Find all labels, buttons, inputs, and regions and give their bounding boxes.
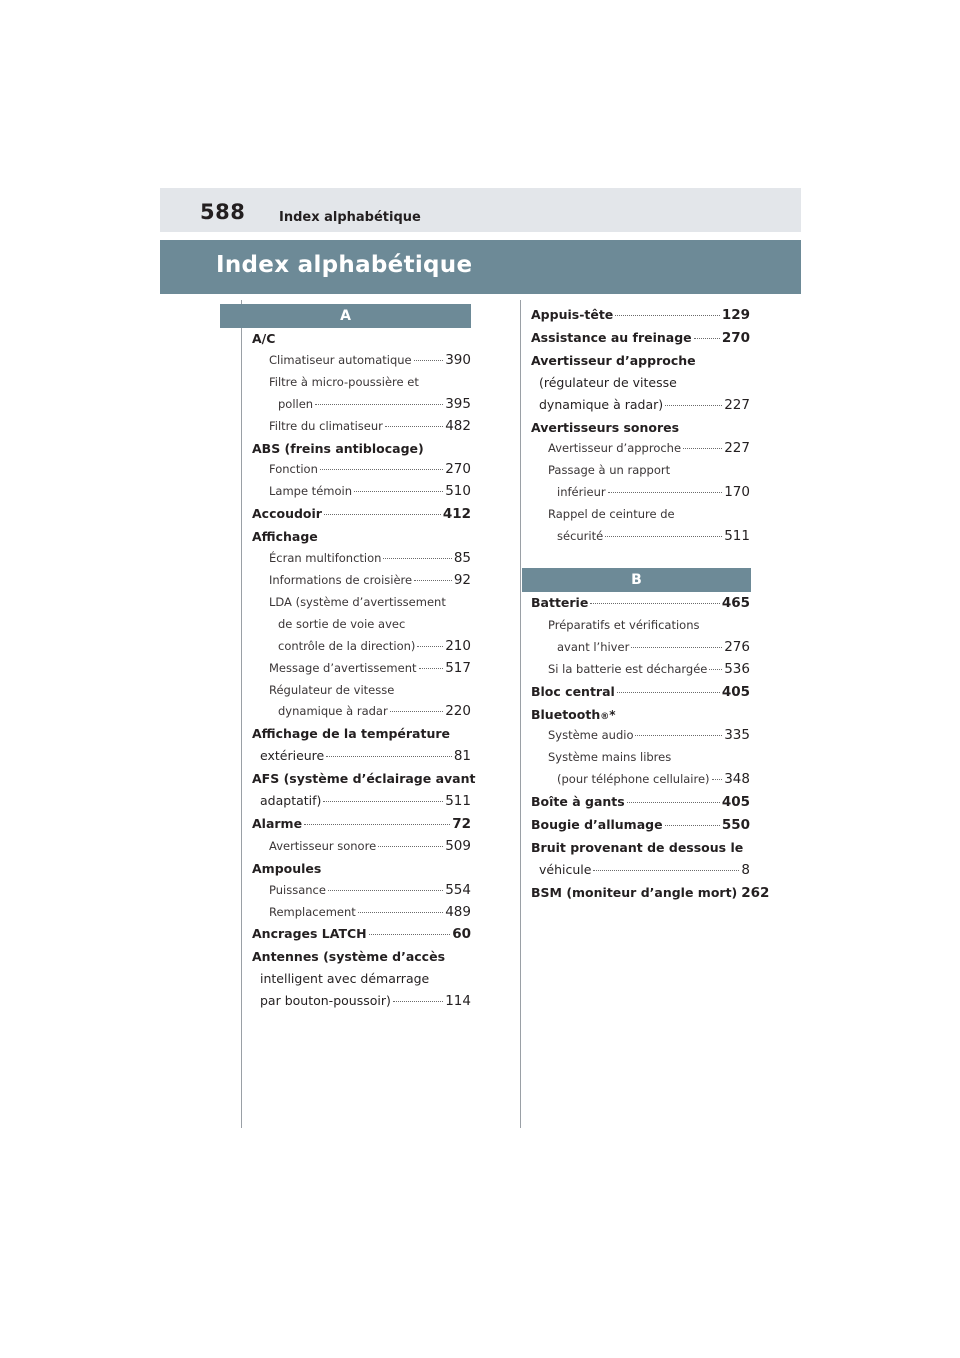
index-entry[interactable] — [252, 481, 471, 503]
entry-term: Lampe témoin — [269, 484, 352, 499]
entry-term: Système mains libres — [548, 750, 672, 765]
dot-leader — [694, 337, 720, 339]
entry-term: de sortie de voie avec — [278, 616, 406, 631]
page-reference-link[interactable]: 72 — [452, 815, 471, 832]
entry-term: avant l’hiver — [557, 639, 630, 654]
index-entry[interactable] — [531, 304, 750, 327]
column-rule-left — [241, 300, 242, 1128]
entry-term: Affichage — [252, 529, 318, 545]
page-reference-link[interactable]: 220 — [445, 703, 471, 720]
index-entry — [252, 768, 476, 790]
entry-term: Appuis-tête — [531, 307, 614, 322]
dot-leader — [320, 468, 443, 470]
index-entry — [531, 350, 750, 372]
page-reference-link[interactable]: 510 — [445, 483, 471, 500]
index-entry: Bluetooth ® * — [531, 704, 750, 726]
entry-term: BSM (moniteur d’angle mort) — [531, 884, 738, 900]
entry-term: dynamique à radar) — [539, 396, 664, 412]
page-reference-link[interactable]: 482 — [445, 417, 471, 434]
dot-leader — [354, 490, 443, 492]
page-reference-link[interactable]: 129 — [721, 307, 750, 323]
entry-term: Système audio — [548, 728, 634, 743]
page-reference-link[interactable]: 405 — [721, 794, 750, 811]
index-entry — [531, 837, 750, 859]
entry-term: A/C — [252, 331, 276, 346]
dot-leader — [328, 889, 443, 891]
index-entry[interactable] — [252, 570, 471, 592]
page-reference-link[interactable]: 348 — [724, 771, 750, 788]
page-reference-link[interactable]: 276 — [724, 638, 750, 655]
dot-leader — [712, 778, 723, 780]
entry-term: Préparatifs et vérifications — [548, 617, 700, 632]
entry-term: sécurité — [557, 529, 604, 544]
page-reference-link[interactable]: 227 — [724, 396, 750, 413]
entry-term: Passage à un rapport — [548, 463, 671, 478]
index-entry[interactable] — [252, 503, 471, 526]
index-entry — [252, 680, 471, 702]
index-entry[interactable] — [252, 394, 471, 416]
entry-term: Affichage de la température — [252, 726, 451, 742]
entry-term: Filtre à micro-poussière et — [269, 374, 419, 389]
index-entry[interactable] — [252, 902, 471, 924]
index-entry — [252, 968, 471, 990]
index-entry — [531, 460, 750, 482]
page-reference-link[interactable]: 554 — [445, 881, 471, 898]
page-reference-link[interactable]: 262 — [741, 884, 770, 901]
dot-leader — [635, 734, 722, 736]
index-column-right — [531, 304, 770, 905]
page-reference-link[interactable]: 270 — [445, 461, 471, 478]
dot-leader — [683, 447, 722, 449]
entry-term: (régulateur de vitesse — [539, 374, 677, 390]
index-entry — [252, 592, 471, 614]
dot-leader — [414, 359, 444, 361]
dot-leader — [315, 403, 443, 405]
entry-term: Remplacement — [269, 904, 356, 919]
entry-term: AFS (système d’éclairage avant — [252, 771, 476, 787]
entry-term: Boîte à gants — [531, 794, 625, 810]
dot-leader — [593, 869, 739, 871]
page-reference-link[interactable]: 92 — [453, 571, 471, 588]
index-entry[interactable] — [531, 681, 750, 704]
index-entry — [531, 504, 750, 526]
entry-term: Avertisseur sonore — [269, 838, 377, 853]
dot-leader — [304, 823, 450, 825]
index-entry[interactable] — [252, 880, 471, 902]
dot-leader — [631, 646, 722, 648]
page-reference-link[interactable]: 395 — [445, 395, 471, 412]
page-reference-link[interactable]: 412 — [442, 506, 471, 523]
entry-term: Message d’avertissement — [269, 660, 417, 675]
dot-leader — [665, 824, 720, 826]
page-reference-link[interactable]: 227 — [724, 440, 750, 457]
index-entry[interactable] — [252, 350, 471, 372]
column-rule-right — [520, 300, 521, 1128]
index-entry[interactable] — [252, 990, 471, 1013]
entry-term: Informations de croisière — [269, 572, 413, 587]
dot-leader — [378, 845, 443, 847]
entry-term: Si la batterie est déchargée — [548, 661, 708, 676]
dot-leader — [393, 1000, 443, 1002]
index-entry — [252, 946, 471, 968]
entry-term: Filtre du climatiseur — [269, 418, 383, 433]
entry-term: contrôle de la direction) — [278, 638, 416, 653]
dot-leader — [419, 667, 444, 669]
entry-term: pollen — [278, 396, 314, 411]
index-entry[interactable] — [252, 923, 471, 946]
page-reference-link[interactable]: 536 — [724, 660, 750, 677]
dot-leader — [414, 579, 452, 581]
index-entry[interactable] — [531, 394, 750, 417]
dot-leader — [709, 668, 722, 670]
index-entry[interactable] — [531, 438, 750, 460]
index-entry — [252, 438, 471, 460]
entry-term: Écran multifonction — [269, 551, 382, 566]
entry-term: Bloc central — [531, 683, 615, 699]
index-column-left — [252, 304, 476, 1013]
index-entry[interactable] — [531, 327, 750, 350]
entry-term: véhicule — [539, 861, 592, 877]
page-reference-link[interactable]: 114 — [445, 993, 471, 1010]
index-entry — [252, 526, 471, 548]
dot-leader — [390, 710, 444, 712]
entry-term: Alarme — [252, 815, 303, 831]
index-entry[interactable] — [531, 791, 750, 814]
index-entry — [531, 372, 750, 394]
dot-leader — [358, 911, 443, 913]
index-entry[interactable] — [531, 659, 750, 681]
dot-leader — [385, 425, 443, 427]
entry-term: adaptatif) — [260, 793, 322, 809]
index-entry[interactable] — [531, 769, 750, 791]
index-entry — [252, 723, 471, 745]
dot-leader — [627, 801, 720, 803]
page-reference-link[interactable]: 335 — [724, 727, 750, 744]
index-entry — [252, 858, 471, 880]
page-reference-link[interactable]: 509 — [445, 837, 471, 854]
index-entry[interactable] — [252, 416, 471, 438]
section-title-banner — [160, 240, 801, 294]
dot-leader — [369, 933, 451, 935]
entry-term: Accoudoir — [252, 506, 322, 522]
entry-term: Assistance au freinage — [531, 329, 692, 345]
index-entry[interactable] — [531, 814, 750, 837]
entry-term: extérieure — [260, 748, 325, 764]
index-entry — [531, 615, 750, 637]
index-entry[interactable] — [252, 813, 471, 836]
page-number: 588 — [200, 200, 246, 224]
entry-term: inférieur — [557, 485, 606, 500]
index-entry[interactable] — [531, 882, 770, 905]
entry-term: (pour téléphone cellulaire) — [557, 772, 710, 787]
entry-term: Avertisseur d’approche — [548, 441, 682, 456]
dot-leader — [615, 314, 720, 316]
section-title: Index alphabétique — [216, 252, 473, 278]
index-entry[interactable] — [531, 859, 750, 882]
entry-term: Bruit provenant de dessous le — [531, 839, 744, 855]
letter-header-a: A — [220, 304, 471, 328]
index-entry — [252, 614, 471, 636]
index-entry[interactable] — [531, 637, 750, 659]
entry-term: Antennes (système d’accès — [252, 949, 446, 965]
index-entry[interactable] — [252, 658, 471, 680]
page-reference-link[interactable]: 170 — [724, 484, 750, 501]
page-reference-link[interactable]: 210 — [445, 637, 471, 654]
entry-term: dynamique à radar — [278, 704, 388, 719]
entry-term: par bouton-poussoir) — [260, 993, 391, 1009]
entry-term: intelligent avec démarrage — [260, 971, 430, 987]
page-reference-link[interactable]: 81 — [453, 748, 471, 765]
index-entry[interactable] — [252, 459, 471, 481]
entry-list-a-cont — [531, 304, 750, 548]
page-reference-link[interactable]: 270 — [721, 329, 750, 346]
page-reference-link[interactable]: 489 — [445, 903, 471, 920]
index-entry[interactable] — [252, 836, 471, 858]
page-reference-link[interactable]: 511 — [724, 528, 750, 545]
entry-term: Puissance — [269, 882, 326, 897]
dot-leader — [383, 557, 451, 559]
page-reference-link[interactable]: 405 — [721, 683, 750, 700]
running-header — [160, 188, 801, 232]
index-entry[interactable] — [252, 701, 471, 723]
dot-leader — [605, 535, 722, 537]
dot-leader — [608, 491, 723, 493]
dot-leader — [324, 513, 441, 515]
entry-list-b — [531, 592, 770, 905]
entry-term: Avertisseur d’approche — [531, 352, 696, 368]
index-entry[interactable] — [252, 745, 471, 768]
entry-term: ABS (freins antiblocage) — [252, 440, 424, 456]
page-reference-link[interactable]: 465 — [721, 594, 750, 611]
entry-term: Bougie d’allumage — [531, 817, 663, 833]
entry-term: Fonction — [269, 462, 318, 477]
entry-term: Bluetooth — [531, 706, 601, 722]
entry-term: Ancrages LATCH — [252, 926, 367, 942]
page-reference-link[interactable]: 511 — [445, 793, 471, 810]
page-reference-link[interactable]: 517 — [445, 659, 471, 676]
index-entry[interactable] — [252, 790, 471, 813]
entry-term: Régulateur de vitesse — [269, 682, 395, 697]
page-reference-link[interactable]: 8 — [741, 861, 750, 878]
dot-leader — [665, 404, 722, 406]
entry-term: Avertisseurs sonores — [531, 419, 680, 435]
entry-term: LDA (système d’avertissement — [269, 594, 446, 609]
index-entry — [252, 328, 471, 350]
dot-leader — [617, 691, 720, 693]
entry-term: Batterie — [531, 594, 589, 610]
entry-term: Rappel de ceinture de — [548, 507, 675, 522]
dot-leader — [590, 602, 719, 604]
index-entry[interactable] — [252, 548, 471, 570]
index-entry[interactable] — [252, 636, 471, 658]
running-header-title: Index alphabétique — [279, 210, 421, 225]
dot-leader — [326, 755, 452, 757]
page-reference-link[interactable]: 85 — [453, 550, 471, 567]
page-reference-link[interactable]: 390 — [445, 351, 471, 368]
section-gap — [531, 548, 750, 568]
index-entry[interactable] — [531, 725, 750, 747]
entry-term: Climatiseur automatique — [269, 352, 412, 367]
index-entry — [252, 372, 471, 394]
dot-leader — [417, 645, 443, 647]
index-entry[interactable] — [531, 482, 750, 504]
index-entry — [531, 747, 750, 769]
page-reference-link[interactable]: 550 — [721, 817, 750, 834]
entry-list-a — [252, 328, 476, 1013]
index-entry[interactable] — [531, 526, 750, 548]
index-entry[interactable] — [531, 592, 750, 615]
letter-header-b: B — [522, 568, 751, 592]
dot-leader — [323, 800, 443, 802]
index-entry — [531, 417, 750, 439]
entry-term: Ampoules — [252, 860, 322, 876]
page-reference-link[interactable]: 60 — [452, 926, 471, 943]
